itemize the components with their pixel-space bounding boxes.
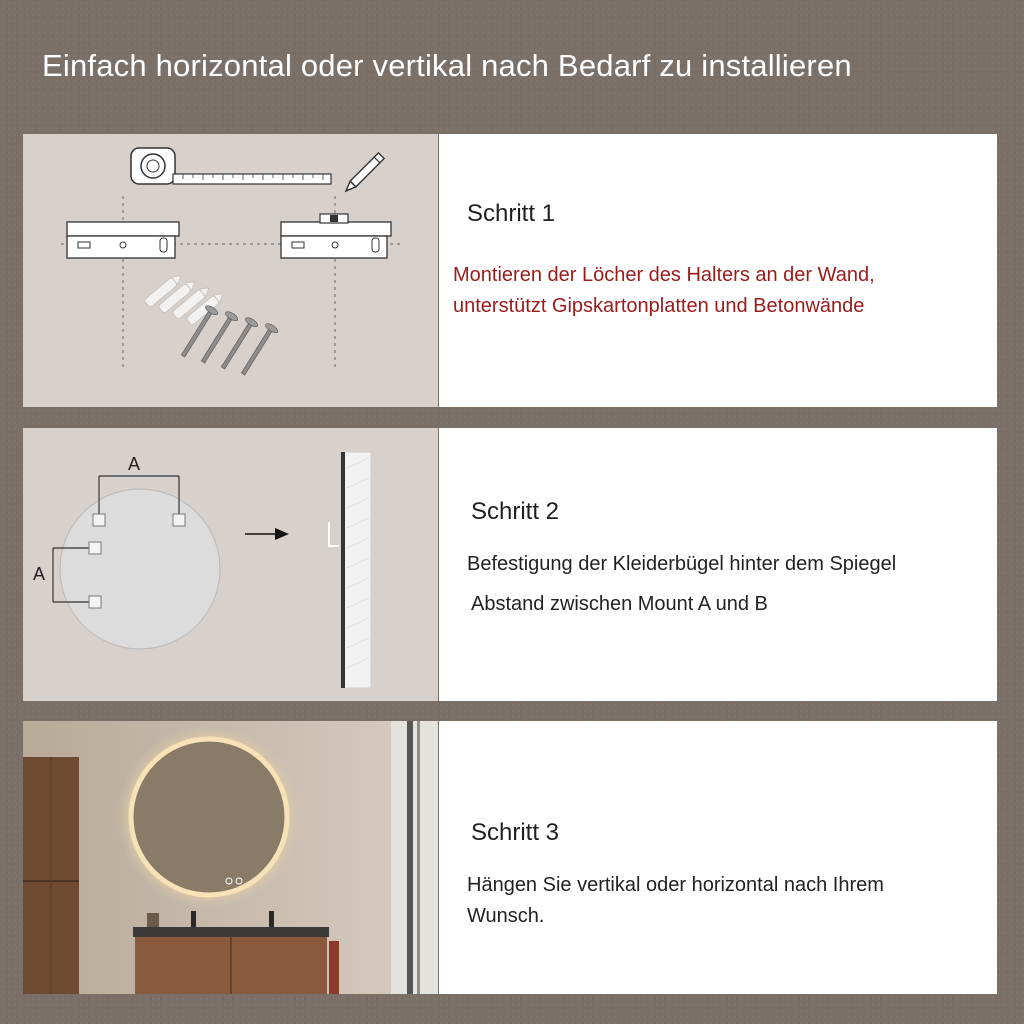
step-1-title: Schritt 1 — [467, 200, 556, 227]
step-3-text — [439, 721, 997, 994]
step-3-title: Schritt 3 — [471, 819, 560, 846]
step-2-text — [439, 428, 997, 701]
mirror-icon — [131, 739, 287, 895]
step-1-text — [439, 134, 997, 407]
step-3-line-1: Hängen Sie vertikal oder horizontal nach Ihrem — [467, 874, 884, 896]
step-3-panel — [23, 721, 997, 994]
pencil-icon — [343, 153, 384, 194]
step-2-line-2: Abstand zwischen Mount A und B — [471, 593, 768, 615]
step-2-title: Schritt 2 — [471, 498, 560, 525]
mirror-icon — [60, 489, 220, 649]
step-3-photo — [23, 721, 438, 994]
dimension-label-vertical: A — [33, 564, 46, 584]
step-2-panel — [23, 428, 997, 701]
level-icon — [320, 214, 348, 223]
step-1-illustration — [23, 134, 438, 407]
step-2-line-1: Befestigung der Kleiderbügel hinter dem Spiegel — [467, 553, 897, 575]
tape-measure-icon — [131, 148, 331, 184]
page-headline: Einfach horizontal oder vertikal nach Bedarf zu installieren — [42, 48, 852, 83]
step-1-line-1: Montieren der Löcher des Halters an der Wand, — [453, 264, 875, 286]
wall-anchor-icon — [144, 272, 226, 326]
step-1-panel — [23, 134, 997, 407]
step-2-illustration — [23, 428, 438, 701]
bracket-icon — [281, 222, 391, 258]
step-1-line-2: unterstützt Gipskartonplatten und Betonwände — [453, 295, 865, 317]
bracket-icon — [67, 222, 179, 258]
dimension-label-horizontal: A — [128, 454, 141, 474]
arrow-right-icon — [245, 528, 289, 540]
step-3-line-2: Wunsch. — [467, 905, 545, 927]
mirror-side-view — [329, 452, 371, 688]
